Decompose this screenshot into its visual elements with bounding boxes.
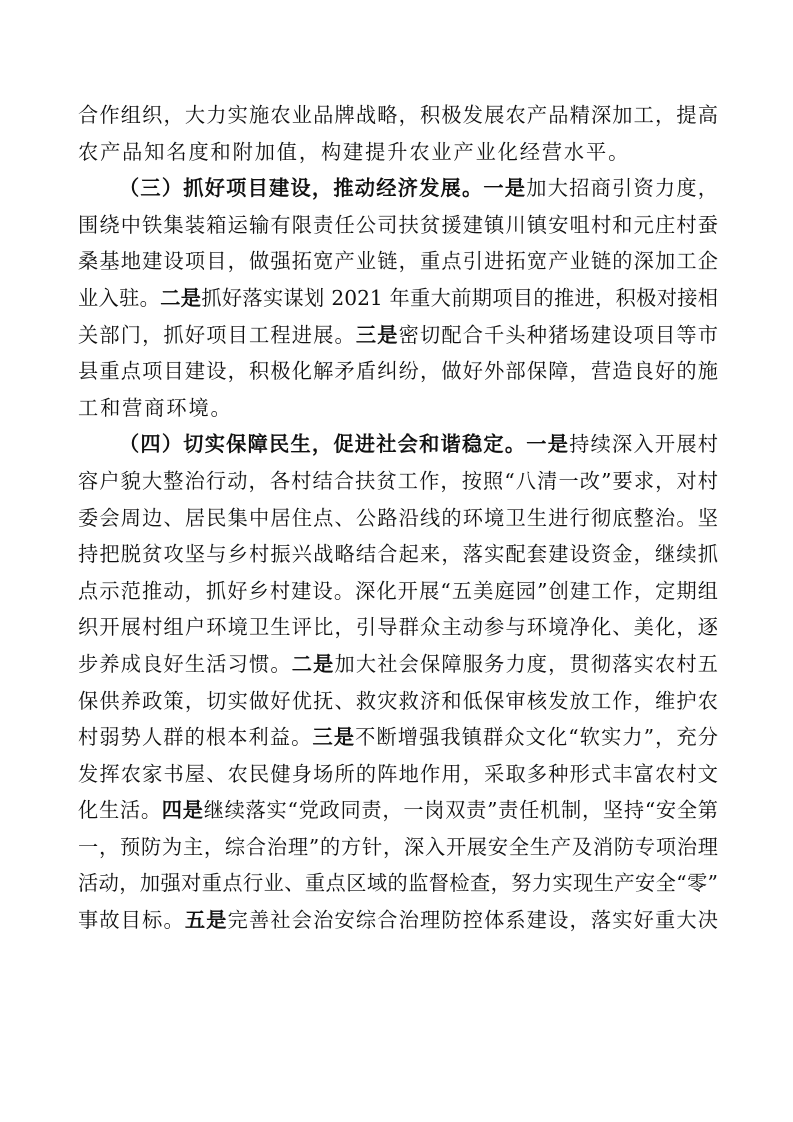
bold-marker: 二是 (160, 285, 202, 310)
text-run: 抓好落实谋划 2021 年重大前期项目的推进，积极对接相 (201, 285, 718, 310)
section-heading: （三）抓好项目建设，推动经济发展。 (119, 176, 484, 201)
text-run: 织开展村组户环境卫生评比，引导群众主动参与环境净化、美化，逐 (78, 615, 718, 640)
text-run: 完善社会治安综合治理防控体系建设，落实好重大决 (227, 908, 718, 933)
bold-marker: 一是 (526, 432, 570, 457)
text-line (78, 353, 718, 390)
text-line (78, 170, 718, 207)
text-run: 持续深入开展村 (569, 432, 718, 457)
text-run: 持把脱贫攻坚与乡村振兴战略结合起来，落实配套建设资金，继续抓 (78, 542, 718, 567)
text-run: 加大社会保障服务力度，贯彻落实农村五 (334, 651, 718, 676)
bold-marker: 二是 (291, 651, 335, 676)
text-line (78, 609, 718, 646)
text-run: 保供养政策，切实做好优抚、救灾救济和低保审核发放工作，维护农 (78, 688, 718, 713)
text-line (78, 243, 718, 280)
text-run: 桑基地建设项目，做强拓宽产业链，重点引进拓宽产业链的深加工企 (78, 249, 718, 274)
text-line (78, 573, 718, 610)
paragraph-3-project-construction (78, 170, 718, 426)
bold-marker: 三是 (312, 725, 356, 750)
text-line (78, 683, 718, 720)
text-run: 活动，加强对重点行业、重点区域的监督检查，努力实现生产安全“零” (78, 871, 718, 896)
bold-marker: 五是 (184, 908, 228, 933)
text-line (78, 865, 718, 902)
bold-marker: 一是 (483, 176, 527, 201)
text-line (78, 280, 718, 317)
text-line (78, 500, 718, 537)
text-run: 委会周边、居民集中居住点、公路沿线的环境卫生进行彻底整治。坚 (78, 505, 718, 530)
text-run: 业入驻。 (78, 285, 161, 310)
document-page (78, 97, 718, 939)
paragraph-4-livelihood (78, 426, 718, 938)
text-line (78, 829, 718, 866)
text-run: 工和营商环境。 (78, 395, 233, 420)
text-line (78, 719, 718, 756)
text-run: 事故目标。 (78, 908, 185, 933)
text-run: 村弱势人群的根本利益。 (78, 725, 313, 750)
text-line (78, 134, 718, 171)
text-run: 农产品知名度和附加值，构建提升农业产业化经营水平。 (78, 139, 631, 164)
text-run: 点示范推动，抓好乡村建设。深化开展“五美庭园”创建工作，定期组 (78, 578, 718, 603)
text-run: 合作组织，大力实施农业品牌战略，积极发展农产品精深加工，提高 (78, 103, 718, 127)
text-run: 化生活。 (78, 798, 162, 823)
text-run: 容户貌大整治行动，各村结合扶贫工作，按照“八清一改”要求，对村 (78, 468, 718, 493)
text-run: 密切配合千头种猪场建设项目等市 (398, 322, 718, 347)
text-line (78, 646, 718, 683)
text-run: 关部门，抓好项目工程进展。 (78, 322, 356, 347)
text-run: 发挥农家书屋、农民健身场所的阵地作用，采取多种形式丰富农村文 (78, 761, 718, 786)
text-run: 一，预防为主，综合治理”的方针，深入开展安全生产及消防专项治理 (78, 834, 718, 859)
bold-marker: 四是 (161, 798, 204, 823)
text-line (78, 463, 718, 500)
text-line (78, 317, 718, 354)
text-line (78, 536, 718, 573)
text-line (78, 426, 718, 463)
text-line (78, 390, 718, 427)
text-line (78, 207, 718, 244)
text-run: 不断增强我镇群众文化“软实力”，充分 (355, 725, 718, 750)
text-line (78, 756, 718, 793)
paragraph-1 (78, 97, 718, 170)
bold-marker: 三是 (355, 322, 399, 347)
text-line (78, 902, 718, 939)
text-run: 县重点项目建设，积极化解矛盾纠纷，做好外部保障，营造良好的施 (78, 359, 718, 384)
text-line (78, 792, 718, 829)
text-run: 围绕中铁集装箱运输有限责任公司扶贫援建镇川镇安咀村和元庄村蚕 (78, 212, 718, 237)
text-line (78, 97, 718, 134)
text-run: 加大招商引资力度， (526, 176, 718, 201)
section-heading: （四）切实保障民生，促进社会和谐稳定。 (119, 432, 527, 457)
text-run: 步养成良好生活习惯。 (78, 651, 292, 676)
text-run: 继续落实“党政同责，一岗双责”责任机制，坚持“安全第 (203, 798, 718, 823)
